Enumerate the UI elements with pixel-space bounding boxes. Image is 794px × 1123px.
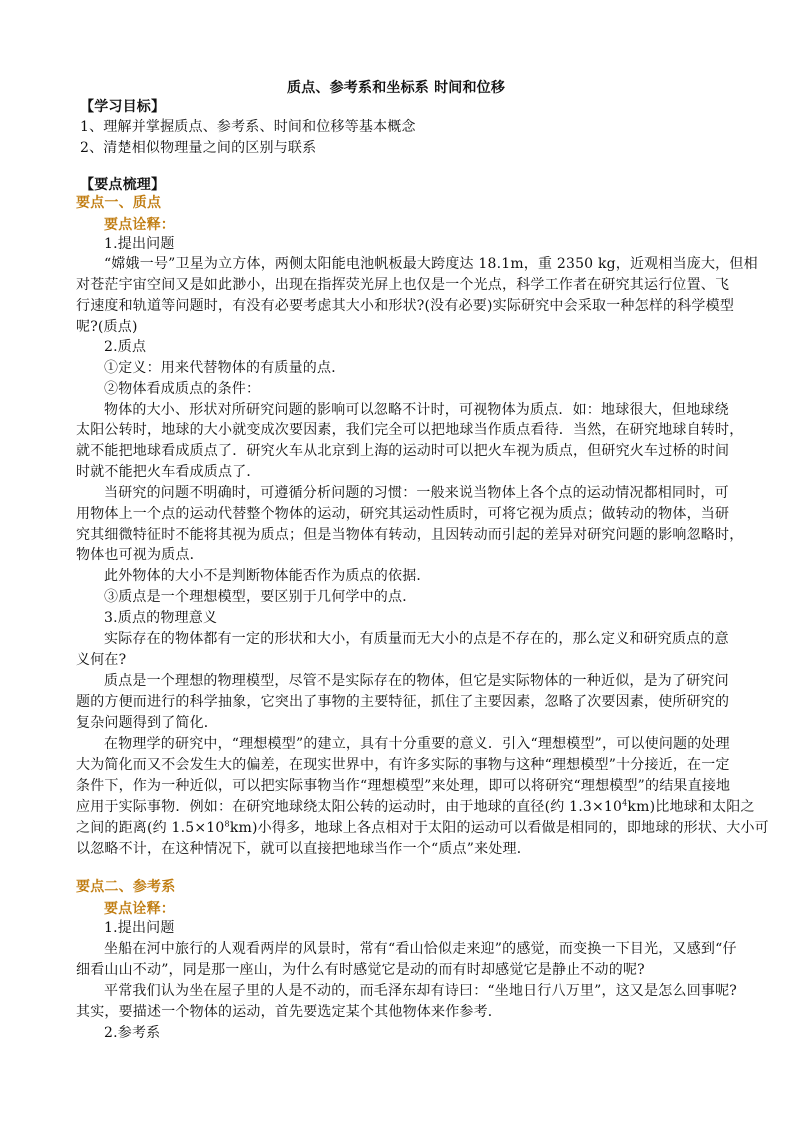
review-heading: 【要点梳理】 [80, 177, 166, 193]
paragraph-line: 行速度和轨道等问题时，有没有必要考虑其大小和形状?(没有必要)实际研究中会采取一种怎样的科学模型 [76, 298, 735, 314]
paragraph-fragment: 应用于实际事物．例如：在研究地球绕太阳公转的运动时，由于地球的直径(约 1.3×10 [76, 799, 623, 815]
paragraph-line: ③质点是一个理想模型，要区别于几何学中的点． [104, 589, 417, 605]
paragraph-line: 在物理学的研究中，“理想模型”的建立，具有十分重要的意义．引入“理想模型”，可以使问题的处理 [104, 736, 730, 752]
paragraph-line: 对苍茫宇宙空间又是如此渺小，出现在指挥荧光屏上也仅是一个光点，科学工作者在研究其运行位置、飞 [76, 277, 730, 293]
paragraph-line [76, 796, 755, 818]
paragraph-line: 物体也可视为质点． [76, 547, 204, 563]
paragraph-line: 物体的大小、形状对所研究问题的影响可以忽略不计时，可视物体为质点．如：地球很大，但地球绕 [104, 402, 729, 418]
paragraph-line: 坐船在河中旅行的人观看两岸的风景时，常有“看山恰似走来迎”的感觉，而变换一下目光，又感到“仔 [104, 941, 737, 957]
paragraph-line: 条件下，作为一种近似，可以把实际事物当作“理想模型”来处理，即可以将研究“理想模型”的结果直接地 [76, 778, 731, 794]
page-title: 质点、参考系和坐标系 时间和位移 [287, 80, 506, 96]
paragraph-line: 此外物体的大小不是判断物体能否作为质点的依据． [104, 568, 431, 584]
paragraph-line: “嫦娥一号”卫星为立方体，两侧太阳能电池帆板最大跨度达 18.1m，重 2350 kg，近观相当庞大，但相 [104, 256, 758, 272]
paragraph-line: 大为简化而又不会发生大的偏差，在现实世界中，有许多实际的事物与这种“理想模型”十分接近，在一定 [76, 757, 730, 773]
goals-heading: 【学习目标】 [80, 99, 166, 115]
goal-item: 1、理解并掌握质点、参考系、时间和位移等基本概念 [80, 119, 416, 135]
paragraph-line: 3.质点的物理意义 [104, 610, 218, 626]
paragraph-line: 呢?(质点) [76, 319, 138, 335]
paragraph-line: 复杂问题得到了简化． [76, 715, 218, 731]
paragraph-fragment: 之间的距离(约 1.5×10 [76, 820, 225, 836]
paragraph-line: 时就不能把火车看成质点了． [76, 464, 261, 480]
paragraph-line: 2.参考系 [104, 1025, 161, 1041]
paragraph-line: 用物体上一个点的运动代替整个物体的运动，研究其运动性质时，可将它视为质点；做转动的物体，当研 [76, 506, 730, 522]
paragraph-line: 就不能把地球看成质点了．研究火车从北京到上海的运动时可以把火车视为质点，但研究火车过桥的时间 [76, 443, 730, 459]
paragraph-line: 当研究的问题不明确时，可遵循分析问题的习惯：一般来说当物体上各个点的运动情况都相同时，可 [104, 485, 729, 501]
paragraph-line [76, 817, 769, 839]
paragraph-fragment: km)小得多，地球上各点相对于太阳的运动可以看做是相同的，即地球的形状、大小可 [229, 820, 769, 836]
paragraph-line: 其实，要描述一个物体的运动，首先要选定某个其他物体来作参考． [76, 1004, 502, 1020]
paragraph-line: 质点是一个理想的物理模型，尽管不是实际存在的物体，但它是实际物体的一种近似，是为了研究问 [104, 673, 729, 689]
paragraph-line: 以忽略不计，在这种情况下，就可以直接把地球当作一个“质点”来处理． [76, 841, 531, 857]
paragraph-line: 1.提出问题 [104, 236, 175, 252]
exponent: 8 [224, 819, 230, 829]
paragraph-line: 题的方便而进行的科学抽象，它突出了事物的主要特征，抓住了主要因素，忽略了次要因素，使所研究的 [76, 694, 730, 710]
paragraph-line: 究其细微特征时不能将其视为质点；但是当物体有转动，且因转动而引起的差异对研究问题的影响忽略时， [76, 527, 744, 543]
point1-sub: 要点诠释： [104, 217, 175, 233]
paragraph-line: 义何在? [76, 652, 127, 668]
paragraph-line: 2.质点 [104, 339, 147, 355]
paragraph-line: ②物体看成质点的条件： [104, 381, 261, 397]
paragraph-line: 细看山山不动”，同是那一座山，为什么有时感觉它是动的而有时却感觉它是静止不动的呢? [76, 962, 645, 978]
paragraph-line: ①定义：用来代替物体的有质量的点． [104, 360, 346, 376]
point1-heading: 要点一、质点 [76, 195, 162, 211]
goal-item: 2、清楚相似物理量之间的区别与联系 [80, 140, 317, 156]
paragraph-line: 平常我们认为坐在屋子里的人是不动的，而毛泽东却有诗曰：“坐地日行八万里”，这又是怎么回事呢? [104, 983, 738, 999]
paragraph-line: 1.提出问题 [104, 920, 175, 936]
paragraph-line: 太阳公转时，地球的大小就变成次要因素，我们完全可以把地球当作质点看待．当然，在研究地球自转时， [76, 422, 744, 438]
point2-sub: 要点诠释： [104, 901, 175, 917]
point2-heading: 要点二、参考系 [76, 879, 176, 895]
paragraph-line: 实际存在的物体都有一定的形状和大小，有质量而无大小的点是不存在的，那么定义和研究质点的意 [104, 631, 729, 647]
paragraph-fragment: km)比地球和太阳之 [627, 799, 755, 815]
exponent: 4 [622, 798, 628, 808]
